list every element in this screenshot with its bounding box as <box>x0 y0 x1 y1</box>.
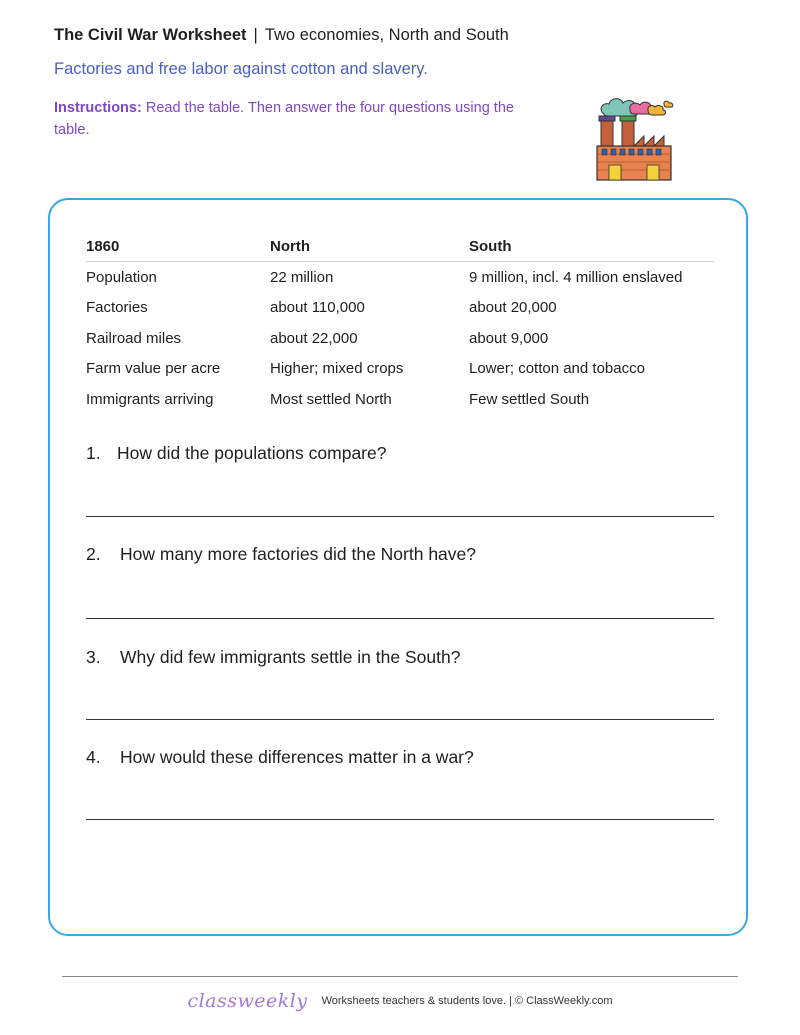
table-cell: Higher; mixed crops <box>270 360 404 378</box>
question-1 <box>86 443 714 464</box>
table-cell: 9 million, incl. 4 million enslaved <box>469 268 683 286</box>
instructions <box>54 97 534 141</box>
answer-line-3[interactable] <box>86 719 714 720</box>
answer-line-4[interactable] <box>86 819 714 820</box>
table-row <box>86 262 714 293</box>
table-cell: about 9,000 <box>469 329 549 347</box>
question-number: 2. <box>86 544 101 564</box>
table-cell: about 22,000 <box>270 329 358 347</box>
question-number: 1. <box>86 443 101 463</box>
factory-icon <box>592 92 676 184</box>
answer-line-1[interactable] <box>86 516 714 517</box>
table-row <box>86 323 714 354</box>
answer-line-2[interactable] <box>86 618 714 619</box>
question-text: How many more factories did the North have? <box>120 544 476 564</box>
table-header-year: 1860 <box>86 234 270 262</box>
instructions-text: Read the table. Then answer the four questions using the table. <box>54 100 514 138</box>
worksheet-title-rest: Two economies, North and South <box>264 26 509 44</box>
question-2 <box>86 544 714 565</box>
worksheet-title-bold: The Civil War Worksheet <box>54 26 247 44</box>
footer-tagline: Worksheets teachers & students love. | © ClassWeekly.com <box>321 995 613 1007</box>
table-cell: Few settled South <box>469 390 590 408</box>
table-cell: about 110,000 <box>270 299 365 317</box>
table-cell: Most settled North <box>270 390 392 408</box>
footer-divider <box>62 976 738 977</box>
question-3 <box>86 647 714 668</box>
table-row <box>86 384 714 415</box>
economy-table <box>86 234 714 415</box>
table-header-north: North <box>270 234 469 262</box>
table-row <box>86 293 714 324</box>
table-header-row <box>86 234 714 262</box>
table-cell: Immigrants arriving <box>86 390 214 408</box>
table-row <box>86 354 714 385</box>
footer <box>0 990 800 1012</box>
question-number: 3. <box>86 647 101 667</box>
table-cell: 22 million <box>270 268 334 286</box>
table-cell: Farm value per acre <box>86 360 221 378</box>
question-text: Why did few immigrants settle in the South? <box>120 647 461 667</box>
instructions-label: Instructions: <box>54 100 142 116</box>
worksheet-title <box>54 26 509 45</box>
table-cell: Lower; cotton and tobacco <box>469 360 645 378</box>
question-4 <box>86 747 714 768</box>
table-header-south: South <box>469 234 714 262</box>
table-cell: Population <box>86 268 157 286</box>
table-cell: about 20,000 <box>469 299 557 317</box>
question-text: How would these differences matter in a war? <box>120 747 474 767</box>
question-number: 4. <box>86 747 101 767</box>
title-separator: | <box>253 26 258 44</box>
question-text: How did the populations compare? <box>117 443 387 463</box>
table-cell: Railroad miles <box>86 329 182 347</box>
brand-logo: classweekly <box>187 990 308 1012</box>
worksheet-subtitle: Factories and free labor against cotton and slavery. <box>54 60 428 78</box>
table-cell: Factories <box>86 299 148 317</box>
